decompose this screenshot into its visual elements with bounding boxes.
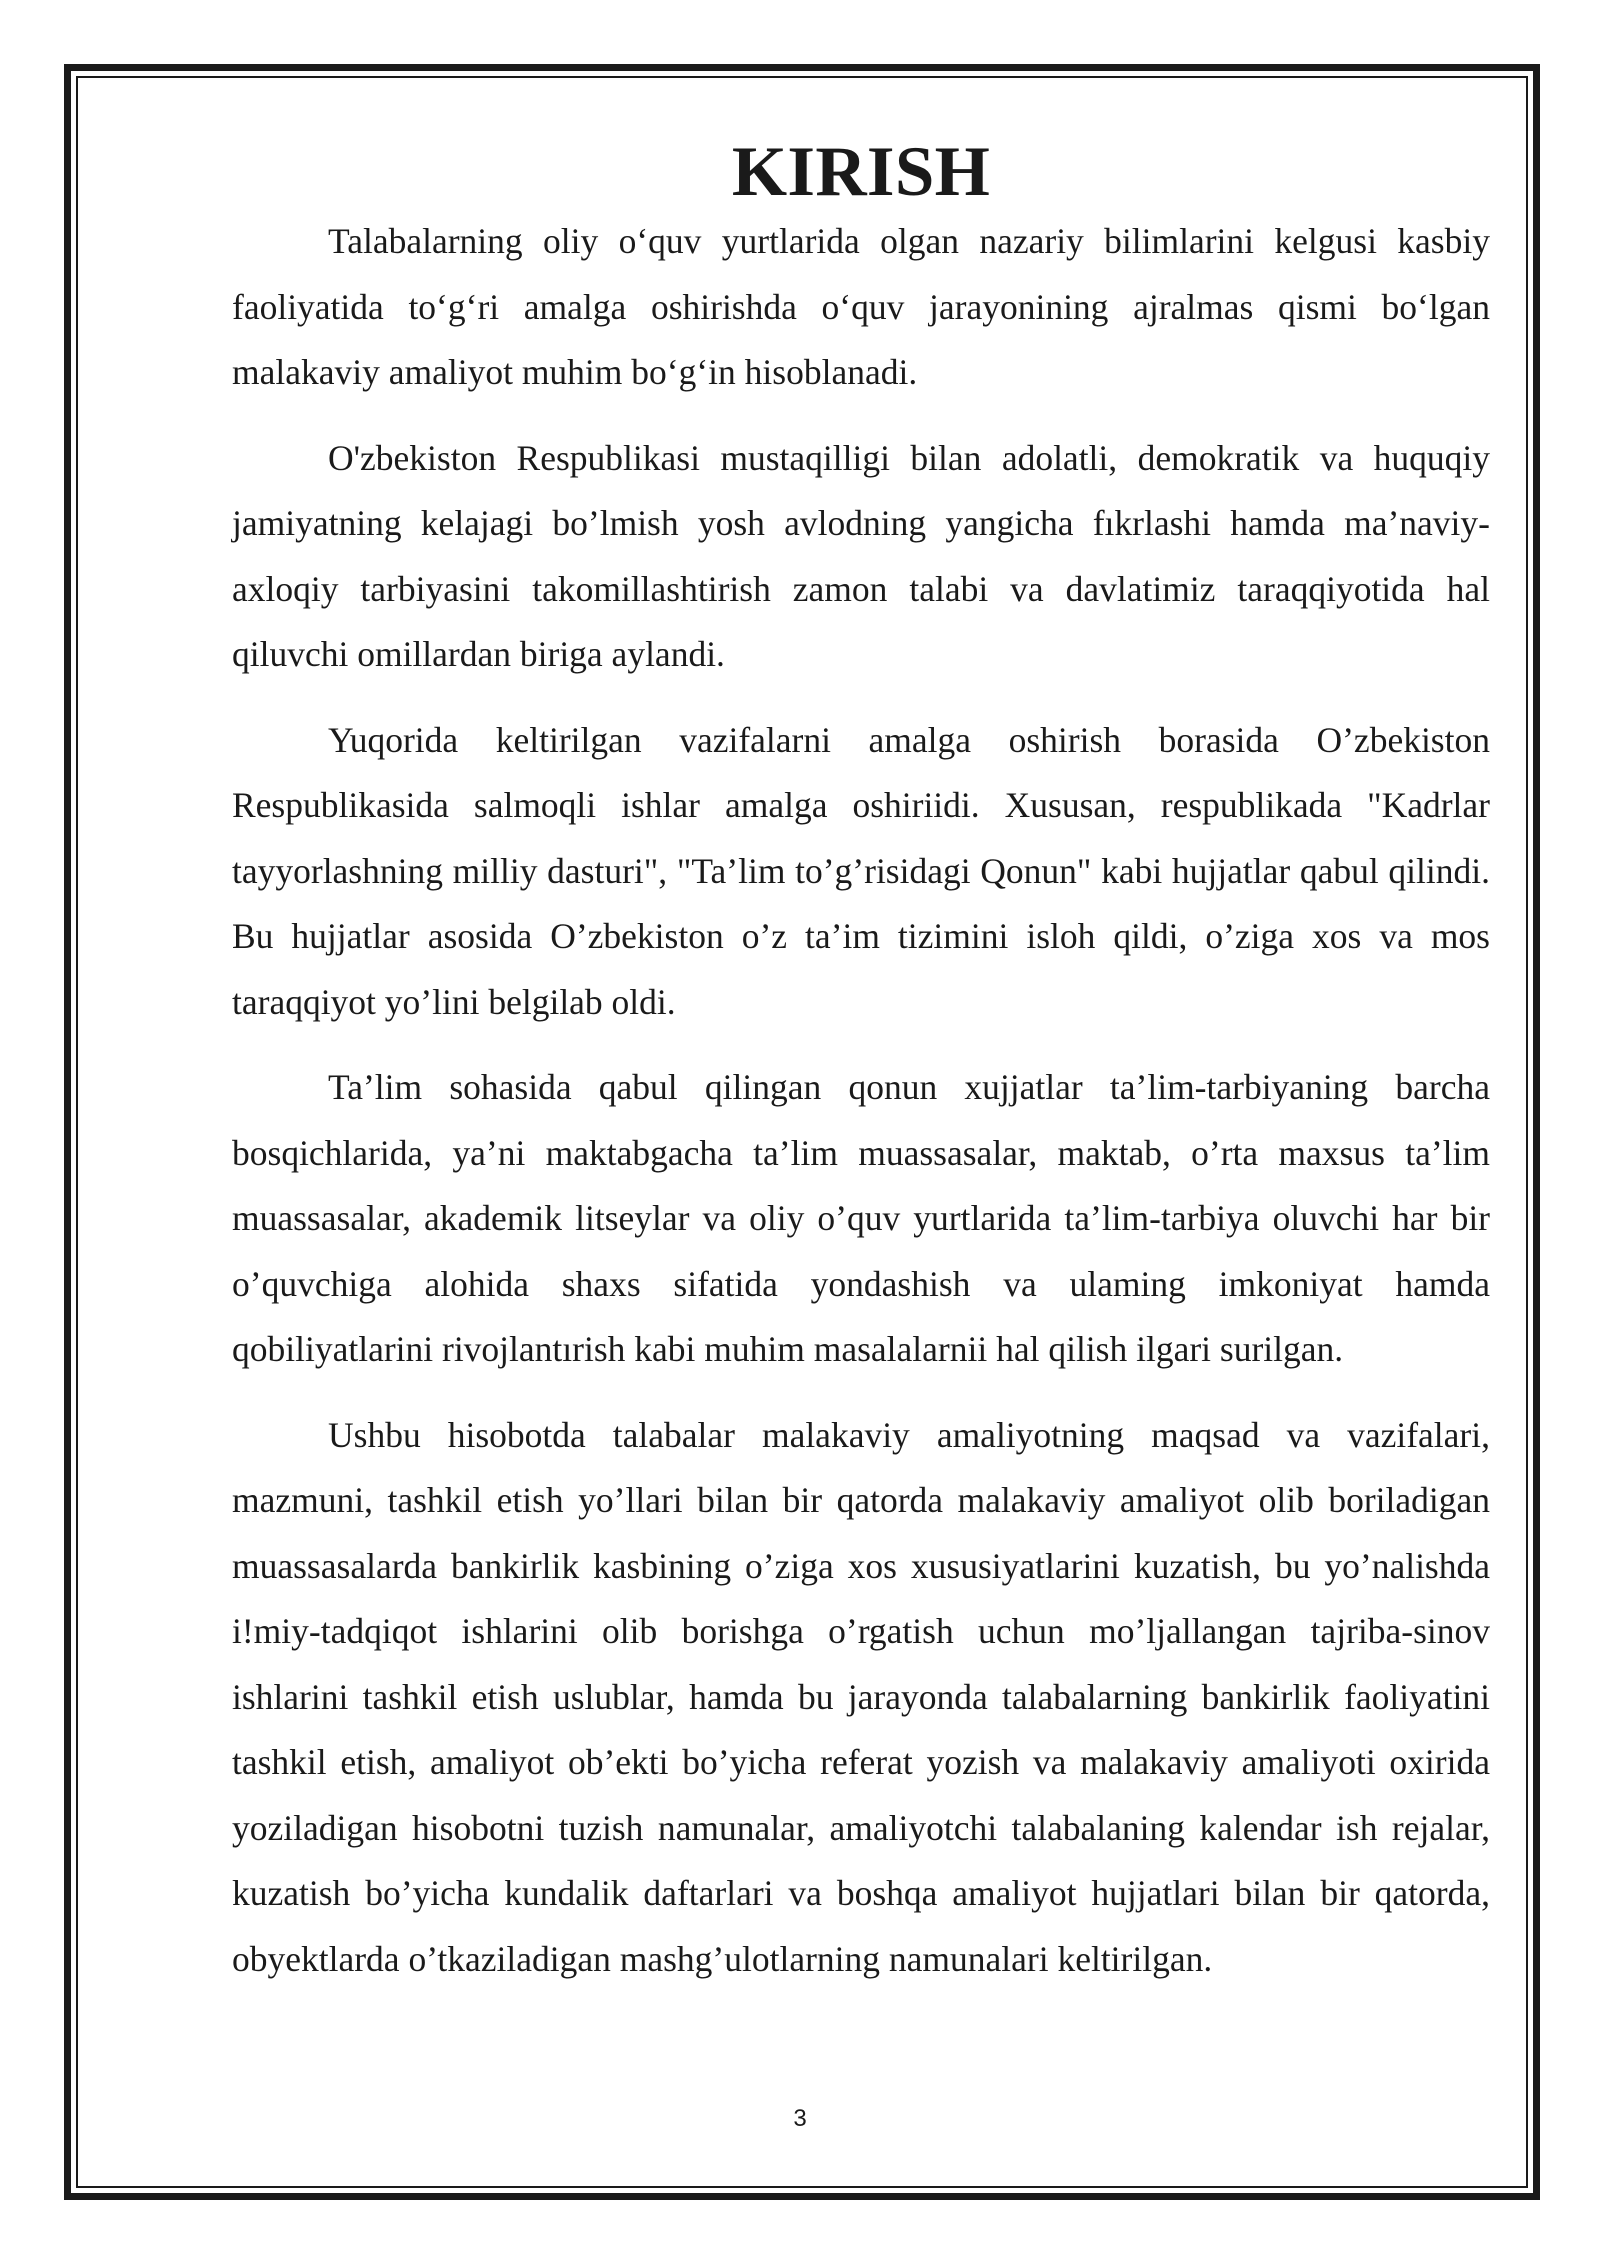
page-content xyxy=(232,133,1490,2012)
paragraph-5: Ushbu hisobotda talabalar malakaviy amaliyotning maqsad va vazifalari, mazmuni, tashkil etish yo’llari bilan bir qatorda malakaviy amaliyot olib boriladigan muassasalarda bankirlik kasbining o’ziga xos xususiyatlarini kuzatish, bu yo’nalishda i!miy-tadqiqot ishlarini olib borishga o’rgatish uchun mo’ljallangan tajriba-sinov ishlarini tashkil etish uslublar, hamda bu jarayonda talabalarning bankirlik faoliyatini tashkil etish, amaliyot ob’ekti bo’yicha referat yozish va malakaviy amaliyoti oxirida yoziladigan hisobotni tuzish namunalar, amaliyotchi talabalaning kalendar ish rejalar, kuzatish bo’yicha kundalik daftarlari va boshqa amaliyot hujjatlari bilan bir qatorda, obyektlarda o’tkaziladigan mashg’ulotlarning namunalari keltirilgan. xyxy=(232,1414,1490,1979)
paragraph-2: O'zbekiston Respublikasi mustaqilligi bilan adolatli, demokratik va huquqiy jamiyatning kelajagi bo’lmish yosh avlodning yangicha fıkrlashi hamda ma’naviy-axloqiy tarbiyasini takomillashtirish zamon talabi va davlatimiz taraqqiyotida hal qiluvchi omillardan biriga aylandi. xyxy=(232,437,1490,674)
paragraph-1: Talabalarning oliy o‘quv yurtlarida olgan nazariy bilimlarini kelgusi kasbiy faoliyatida to‘g‘ri amalga oshirishda o‘quv jarayonining ajralmas qismi bo‘lgan malakaviy amaliyot muhim bo‘g‘in hisoblanadi. xyxy=(232,221,1490,392)
page-number: 3 xyxy=(793,2105,807,2132)
paragraph-4: Ta’lim sohasida qabul qilingan qonun xujjatlar ta’lim-tarbiyaning barcha bosqichlarida, ya’ni maktabgacha ta’lim muassasalar, maktab, o’rta maxsus ta’lim muassasalar, akademik litseylar va oliy o’quv yurtlarida ta’lim-tarbiya oluvchi har bir o’quvchiga alohida shaxs sifatida yondashish va ulaming imkoniyat hamda qobiliyatlarini rivojlantırish kabi muhim masalalarnii hal qilish ilgari surilgan. xyxy=(232,1067,1490,1369)
paragraph-3: Yuqorida keltirilgan vazifalarni amalga oshirish borasida O’zbekiston Respublikasida salmoqli ishlar amalga oshiriidi. Xususan, respublikada "Kadrlar tayyorlashning milliy dasturi", "Ta’lim to’g’risidagi Qonun" kabi hujjatlar qabul qilindi. Bu hujjatlar asosida O’zbekiston o’z ta’im tizimini isloh qildi, o’ziga xos va mos taraqqiyot yo’lini belgilab oldi. xyxy=(232,719,1490,1022)
section-title: KIRISH xyxy=(731,133,991,211)
